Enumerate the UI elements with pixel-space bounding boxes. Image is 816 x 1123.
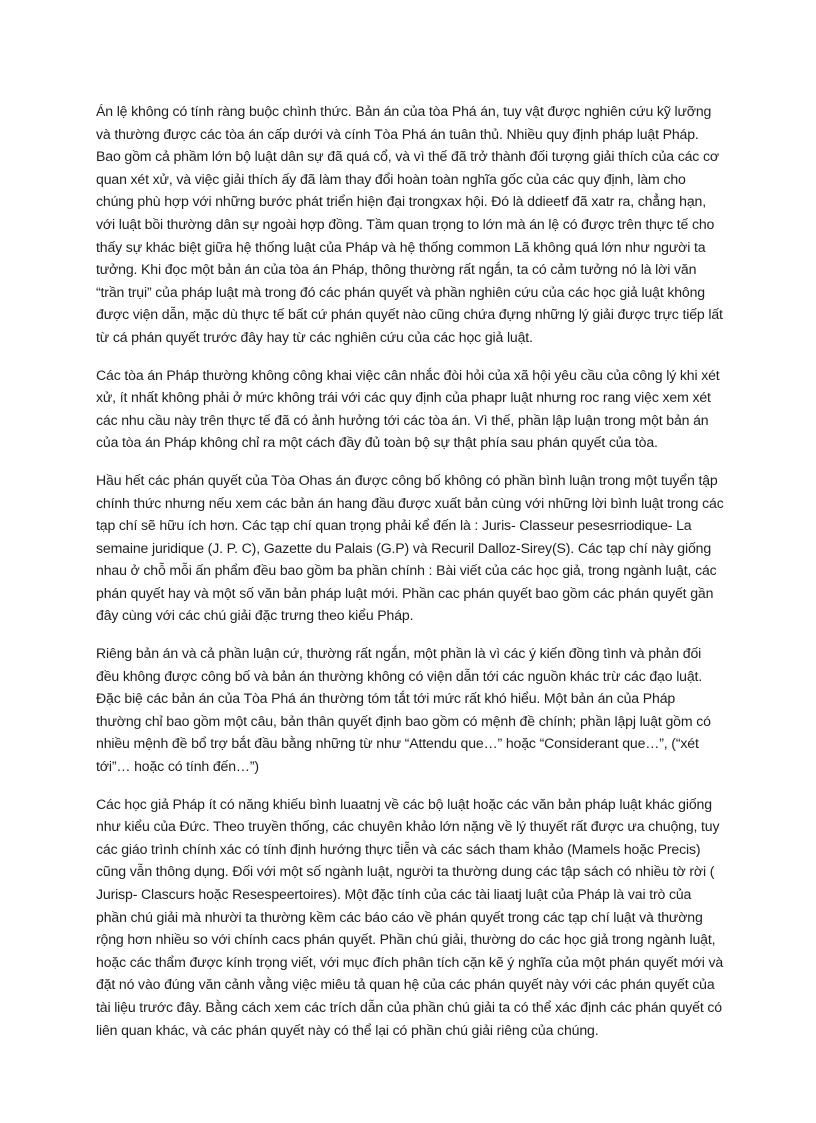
paragraph-1: Án lệ không có tính ràng buộc chình thức. Bản án của tòa Phá án, tuy vật được nghiên cứu kỹ lưỡng và thường được các tòa án cấp dưới và cính Tòa Phá án tuân thủ. Nhiều quy định pháp luật Pháp. Bao gồm cả phầm lớn bộ luật dân sự đã quá cổ, và vì thế đã trở thành đối tượng giải thích của các cơ quan xét xử, và việc giải thích ấy đã làm thay đổi hoàn toàn nghĩa gốc của các quy định, làm cho chúng phù hợp với những bước phát triển hiện đại trongxax hội. Đó là ddieetf đã xatr ra, chẳng hạn, với luật bồi thường dân sự ngoài hợp đồng. Tầm quan trọng to lớn mà án lệ có được trên thực tế cho thấy sự khác biệt giữa hệ thống luật của Pháp và hệ thống common Lã không quá lớn như người ta tưởng. Khi đọc một bản án của tòa án Pháp, thông thường rất ngắn, ta có cảm tưởng nó là lời văn “trần trụi” của pháp luật mà trong đó các phán quyết và phần nghiên cứu của các học giả luật không được viện dẫn, mặc dù thực tế bất cứ phán quyết nào cũng chứa đựng những lý giải được trực tiếp lất từ cá phán quyết trước đây hay từ các nghiên cứu của các học giả luật. xyxy=(96,103,723,345)
paragraph-4: Riêng bản án và cả phần luận cứ, thường rất ngắn, một phần là vì các ý kiến đồng tình và phản đối đều không được công bố và bản án thường không có viện dẫn tới các nguồn khác trừ các đạo luật. Đặc biệ các bản án của Tòa Phá án thường tóm tắt tới mức rất khó hiểu. Một bản án của Pháp thường chỉ bao gồm một câu, bản thân quyết định bao gồm có mệnh đề chính; phần lậpj luật gồm có nhiều mệnh đề bổ trợ bắt đầu bằng những từ như “Attendu que…” hoặc “Considerant que…”, (“xét tới”… hoặc có tính đến…”) xyxy=(96,645,711,775)
paragraph-5: Các học giả Pháp ít có năng khiếu bình luaatnj về các bộ luật hoặc các văn bản pháp luật khác giống như kiểu của Đức. Theo truyền thống, các chuyên khảo lớn nặng về lý thuyết rất được ưa chuộng, tuy các giáo trình chính xác có tính định hướng thực tiễn và các sách tham khảo (Mamels hoặc Precis) cũng vẫn thông dụng. Đối với một số ngành luật, người ta thường dung các tập sách có nhiều tờ rời ( Jurisp- Clascurs hoặc Resespeertoires). Một đặc tính của các tài liaatj luật của Pháp là vai trò của phần chú giải mà nhười ta thường kềm các báo cáo về phán quyết trong các tạp chí luật và thường rộng hơn nhiều so với chính cacs phán quyết. Phần chú giải, thường do các học giả trong ngành luật, hoặc các thẩm được kính trọng viết, với mục đích phân tích cặn kẽ ý nghĩa của một phán quyết mới và đặt nó vào đúng văn cảnh vằng việc miêu tả quan hệ của các phán quyết này với các phán quyết của tài liệu trước đây. Bằng cách xem các trích dẫn của phần chú giải ta có thể xác định các phán quyết có liên quan khác, và các phán quyết này có thể lại có phần chú giải riêng của chúng. xyxy=(96,795,724,1038)
paragraph-3: Hầu hết các phán quyết của Tòa Ohas án được công bố không có phần bình luận trong một tuyển tập chính thức nhưng nếu xem các bản án hang đầu được xuất bản cùng với những lời bình luật trong các tạp chí sẽ hữu ích hơn. Các tạp chí quan trọng phải kể đến là : Juris- Classeur pesesrriodique- La semaine juridique (J. P. C), Gazette du Palais (G.P) và Recuril Dalloz-Sirey(S). Các tạp chí này giống nhau ở chỗ mỗi ấn phẩm đều bao gồm ba phần chính : Bài viết của các học giả, trong ngành luật, các phán quyết hay và một số văn bản pháp luật mới. Phần cac phán quyết bao gồm các phán quyết gần đây cùng với các chú giải đặc trưng theo kiểu Pháp. xyxy=(96,471,724,624)
document-page xyxy=(96,100,724,1056)
paragraph-2: Các tòa án Pháp thường không công khai việc cân nhắc đòi hỏi của xã hội yêu cầu của công lý khi xét xử, ít nhất không phải ở mức không trái với các quy định của phapr luật nhưng roc rang việc xem xét các nhu cầu này trên thực tế đã có ảnh hưởng tới các tòa án. Vì thế, phần lập luận trong một bản án của tòa án Pháp không chỉ ra một cách đầy đủ toàn bộ sự thật phía sau phán quyết của tòa. xyxy=(96,366,720,451)
